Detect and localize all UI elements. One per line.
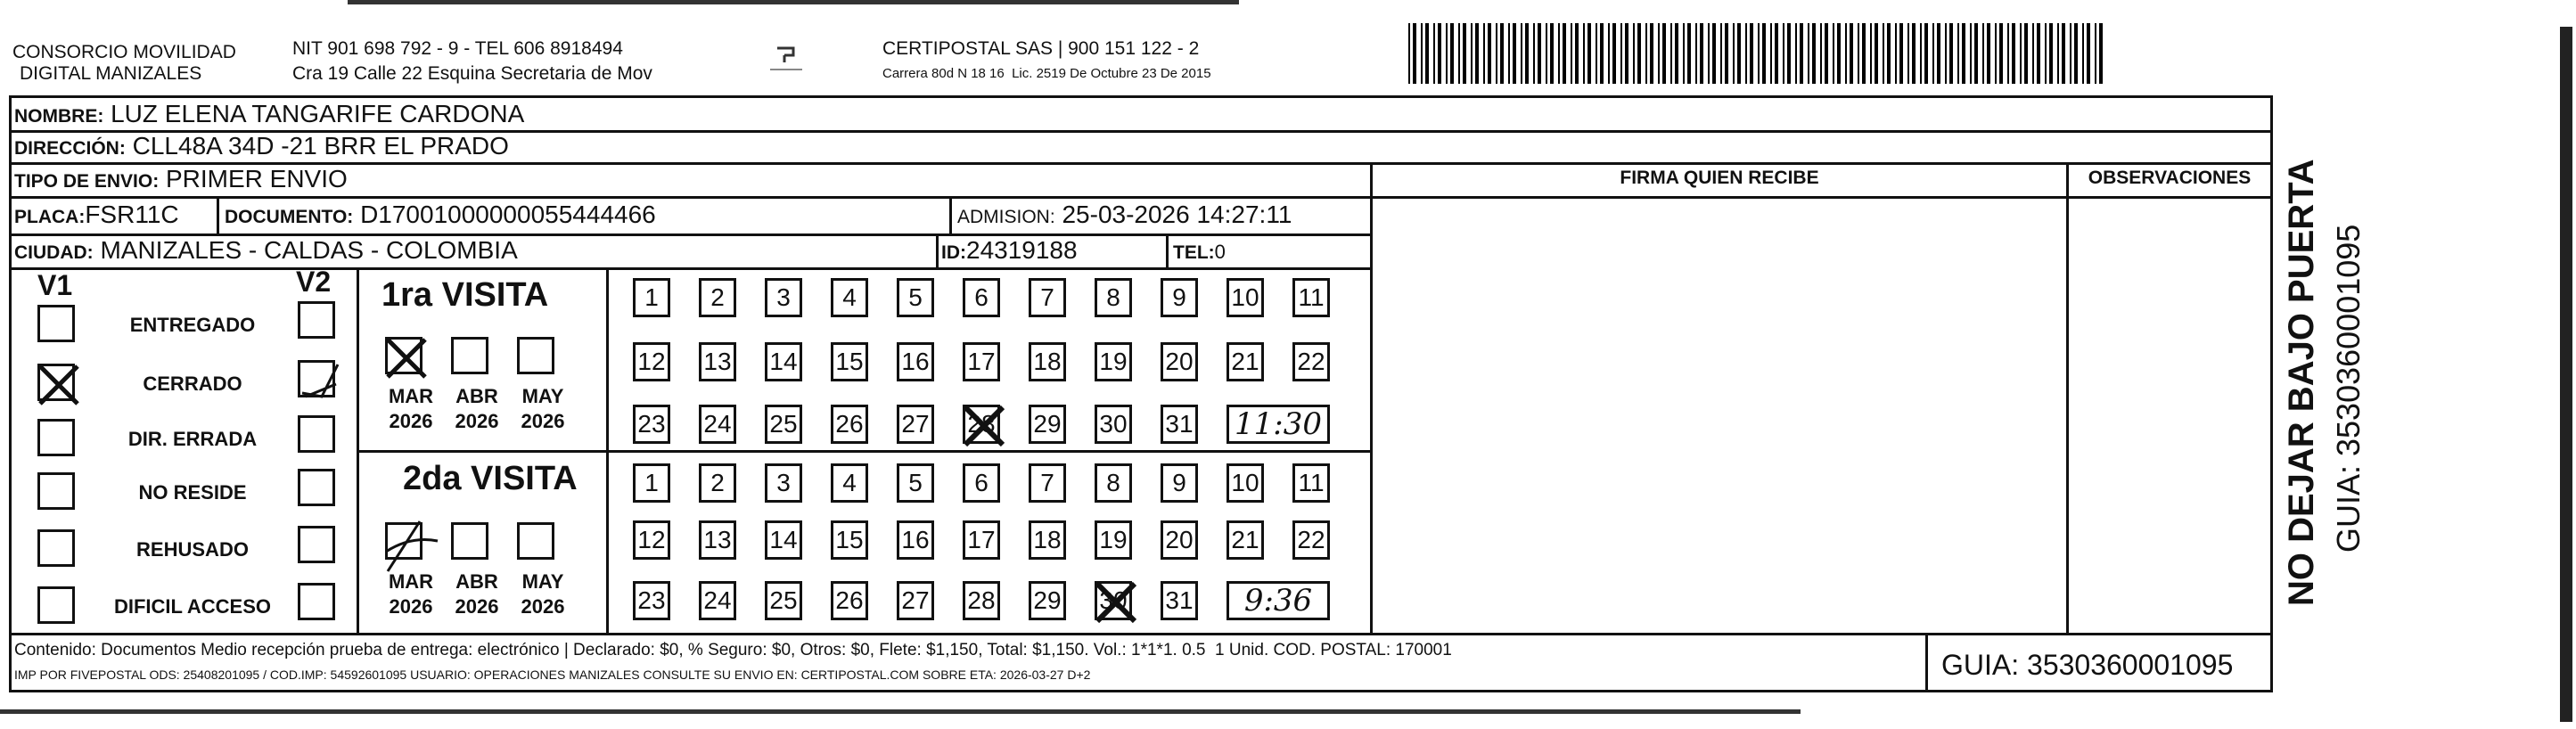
second-visit-title: 2da VISITA	[403, 460, 578, 497]
barcode-bar	[1583, 23, 1585, 84]
v2-label: V2	[296, 266, 332, 298]
barcode-bar	[1887, 23, 1891, 84]
barcode-bar	[1924, 23, 1928, 84]
check-mark-icon	[382, 334, 431, 382]
barcode-bar	[1800, 23, 1803, 84]
day-cell[interactable]: 16	[897, 342, 934, 381]
observaciones-header: OBSERVACIONES	[2088, 168, 2252, 188]
barcode-bar	[1712, 23, 1716, 84]
barcode-bar	[2074, 23, 2078, 84]
day-cell[interactable]: 4	[831, 463, 868, 503]
barcode-bar	[2062, 23, 2065, 84]
day-cell[interactable]: 16	[897, 520, 934, 560]
barcode-bar	[2020, 23, 2022, 84]
barcode-bar	[1895, 23, 1897, 84]
nombre-label: NOMBRE:	[14, 106, 104, 127]
day-cell[interactable]: 15	[831, 520, 868, 560]
day-cell[interactable]: 18	[1029, 520, 1066, 560]
column-line	[1370, 162, 1373, 635]
day-cell[interactable]: 24	[699, 581, 736, 620]
barcode-bar	[2095, 23, 2096, 84]
day-cell[interactable]: 14	[765, 520, 802, 560]
day-cell[interactable]: 31	[1161, 405, 1198, 444]
day-cell[interactable]: 4	[831, 278, 868, 317]
barcode-bar	[1563, 23, 1566, 84]
guia-footer: GUIA: 3530360001095	[1941, 649, 2234, 681]
tel-label: TEL:	[1173, 242, 1215, 263]
v1-checkbox[interactable]	[37, 419, 75, 456]
barcode-bar	[1533, 23, 1535, 84]
barcode-bar	[1521, 23, 1522, 84]
check-mark-icon	[35, 361, 83, 409]
barcode-bar	[1496, 23, 1497, 84]
barcode-bar	[2087, 23, 2090, 84]
id-value: 24319188	[966, 236, 1078, 264]
v2-checkbox[interactable]	[298, 469, 335, 506]
barcode-bar	[1675, 23, 1678, 84]
v2-checkbox[interactable]	[298, 526, 335, 563]
ciudad-value: MANIZALES - CALDAS - COLOMBIA	[100, 236, 518, 264]
tipo-envio-value: PRIMER ENVIO	[165, 165, 348, 192]
placa-value: FSR11C	[85, 201, 179, 228]
barcode-bar	[1471, 23, 1473, 84]
day-cell[interactable]: 3	[765, 278, 802, 317]
barcode-bar	[1438, 23, 1441, 84]
day-cell[interactable]: 20	[1161, 342, 1198, 381]
barcode-bar	[2024, 23, 2028, 84]
column-header-line	[1370, 196, 2273, 199]
barcode-bar	[2082, 23, 2084, 84]
day-cell[interactable]: 20	[1161, 520, 1198, 560]
v2-checkbox[interactable]	[298, 301, 335, 339]
guia-vertical: GUIA: 3530360001095	[2330, 224, 2367, 553]
v1-checkbox[interactable]	[37, 586, 75, 624]
day-cell[interactable]: 9	[1161, 278, 1198, 317]
direccion-value: CLL48A 34D -21 BRR EL PRADO	[132, 132, 509, 160]
column-line	[949, 196, 952, 233]
barcode-bar	[1907, 23, 1909, 84]
day-cell[interactable]: 21	[1226, 520, 1264, 560]
barcode-bar	[1670, 23, 1672, 84]
admision-value: 25-03-2026 14:27:11	[1062, 201, 1292, 228]
company-name-line1: CONSORCIO MOVILIDAD	[12, 42, 236, 62]
no-dejar-bajo-puerta: NO DEJAR BAJO PUERTA	[2282, 159, 2321, 606]
day-cell[interactable]: 17	[963, 342, 1000, 381]
barcode-bar	[1596, 23, 1597, 84]
nombre-field	[14, 98, 524, 133]
day-cell[interactable]: 30	[1095, 581, 1132, 620]
barcode-bar	[1932, 23, 1934, 84]
barcode-bar	[1650, 23, 1653, 84]
day-cell[interactable]: 17	[963, 520, 1000, 560]
time-box[interactable]: 9:36	[1226, 581, 1330, 620]
barcode-bar	[1833, 23, 1834, 84]
status-option-label: DIR. ERRADA	[127, 428, 258, 450]
barcode-bar	[1587, 23, 1591, 84]
v2-checkbox[interactable]	[298, 583, 335, 620]
barcode-bar	[1637, 23, 1641, 84]
barcode-bar	[1837, 23, 1841, 84]
barcode-bar	[1795, 23, 1797, 84]
barcode-bar	[1970, 23, 1972, 84]
documento-label: DOCUMENTO:	[225, 207, 354, 227]
barcode-bar	[1550, 23, 1554, 84]
day-cell[interactable]: 21	[1226, 342, 1264, 381]
barcode-bar	[1770, 23, 1772, 84]
month-label: MAY	[521, 385, 564, 407]
day-cell[interactable]: 11	[1292, 278, 1330, 317]
v2-checkbox[interactable]	[298, 415, 335, 453]
day-cell[interactable]: 12	[633, 342, 670, 381]
status-option-label: NO RESIDE	[138, 481, 247, 504]
day-cell[interactable]: 12	[633, 520, 670, 560]
month-label: MAY	[521, 570, 564, 593]
barcode-bar	[1762, 23, 1766, 84]
barcode-bar	[1850, 23, 1853, 84]
barcode-bar	[1949, 23, 1953, 84]
barcode-bar	[2045, 23, 2047, 84]
column-line	[2066, 162, 2069, 635]
day-cell[interactable]: 25	[765, 581, 802, 620]
placa-label: PLACA:	[14, 207, 86, 227]
barcode-bar	[1433, 23, 1435, 84]
scan-right-edge	[2560, 27, 2572, 722]
day-cell[interactable]: 8	[1095, 278, 1132, 317]
day-cell[interactable]: 6	[963, 278, 1000, 317]
day-cell[interactable]: 26	[831, 581, 868, 620]
day-cell[interactable]: 3	[765, 463, 802, 503]
day-cell[interactable]: 13	[699, 342, 736, 381]
barcode-bar	[2037, 23, 2040, 84]
direccion-field	[14, 130, 509, 165]
day-cell[interactable]: 18	[1029, 342, 1066, 381]
check-mark-icon	[297, 357, 345, 405]
day-cell[interactable]: 28	[963, 581, 1000, 620]
day-cell[interactable]: 9	[1161, 463, 1198, 503]
id-field	[941, 234, 1078, 269]
documento-value: D17001000000055444466	[360, 201, 656, 228]
month-label: MAR	[388, 570, 434, 593]
day-cell[interactable]: 15	[831, 342, 868, 381]
barcode-bar	[2032, 23, 2034, 84]
barcode-bar	[1758, 23, 1760, 84]
barcode-bar	[1608, 23, 1610, 84]
barcode-bar	[1745, 23, 1747, 84]
day-cell[interactable]: 1	[633, 463, 670, 503]
barcode	[1408, 23, 2104, 84]
v2-checkbox[interactable]	[298, 360, 335, 397]
day-cell[interactable]: 14	[765, 342, 802, 381]
tipo-envio-field	[14, 163, 348, 198]
barcode-bar	[1862, 23, 1866, 84]
time-box[interactable]: 11:30	[1226, 405, 1330, 444]
barcode-bar	[1883, 23, 1884, 84]
barcode-bar	[1820, 23, 1822, 84]
scan-top-line	[348, 0, 1239, 4]
day-cell[interactable]: 22	[1292, 520, 1330, 560]
day-cell[interactable]: 26	[831, 405, 868, 444]
day-cell[interactable]: 31	[1161, 581, 1198, 620]
barcode-bar	[1945, 23, 1947, 84]
column-line	[1925, 633, 1928, 692]
barcode-bar	[1600, 23, 1604, 84]
day-cell[interactable]: 19	[1095, 342, 1132, 381]
barcode-bar	[1612, 23, 1616, 84]
barcode-bar	[1708, 23, 1710, 84]
month-checkbox[interactable]	[451, 337, 488, 374]
barcode-bar	[1488, 23, 1491, 84]
first-visit-title: 1ra VISITA	[381, 276, 549, 314]
barcode-bar	[1737, 23, 1741, 84]
barcode-bar	[1687, 23, 1691, 84]
v1-label: V1	[37, 269, 73, 301]
barcode-bar	[1575, 23, 1579, 84]
barcode-bar	[1870, 23, 1872, 84]
day-cell[interactable]: 24	[699, 405, 736, 444]
nombre-value: LUZ ELENA TANGARIFE CARDONA	[111, 100, 525, 127]
barcode-bar	[1421, 23, 1423, 84]
v1-checkbox[interactable]	[37, 529, 75, 567]
barcode-bar	[1513, 23, 1516, 84]
barcode-bar	[1750, 23, 1753, 84]
row-line	[9, 633, 2273, 635]
barcode-bar	[2070, 23, 2071, 84]
barcode-bar	[1450, 23, 1454, 84]
barcode-bar	[1982, 23, 1984, 84]
day-cell[interactable]: 10	[1226, 278, 1264, 317]
day-cell[interactable]: 8	[1095, 463, 1132, 503]
barcode-bar	[1483, 23, 1485, 84]
status-option-label: DIFICIL ACCESO	[113, 595, 271, 618]
imp-text: IMP POR FIVEPOSTAL ODS: 25408201095 / COD.IMP: 54592601095 USUARIO: OPERACIONES MANIZALES CONSULTE SU ENVIO EN: CERTIPOSTAL.COM SOBRE ETA: 2026-03-27 D+2	[14, 668, 1091, 682]
day-cell[interactable]: 2	[699, 278, 736, 317]
v1-checkbox[interactable]	[37, 472, 75, 510]
barcode-bar	[1725, 23, 1728, 84]
day-cell[interactable]: 2	[699, 463, 736, 503]
day-cell[interactable]: 5	[897, 463, 934, 503]
day-cell[interactable]: 1	[633, 278, 670, 317]
barcode-bar	[1683, 23, 1685, 84]
ciudad-label: CIUDAD:	[14, 242, 94, 263]
day-cell[interactable]: 27	[897, 581, 934, 620]
status-option-label: CERRADO	[143, 373, 242, 395]
day-cell[interactable]: 10	[1226, 463, 1264, 503]
month-label: ABR	[455, 570, 498, 593]
barcode-bar	[1787, 23, 1791, 84]
barcode-bar	[1783, 23, 1784, 84]
barcode-bar	[1962, 23, 1965, 84]
column-line	[606, 267, 609, 633]
day-cell[interactable]: 23	[633, 581, 670, 620]
scan-bottom-line	[0, 709, 1801, 714]
barcode-bar	[1995, 23, 1997, 84]
barcode-bar	[1775, 23, 1778, 84]
barcode-bar	[1425, 23, 1429, 84]
barcode-bar	[1733, 23, 1735, 84]
barcode-bar	[1625, 23, 1628, 84]
barcode-bar	[1720, 23, 1722, 84]
barcode-bar	[1974, 23, 1978, 84]
barcode-bar	[1538, 23, 1541, 84]
day-cell[interactable]: 19	[1095, 520, 1132, 560]
day-cell[interactable]: 11	[1292, 463, 1330, 503]
year-label: 2026	[455, 595, 499, 618]
barcode-bar	[1875, 23, 1878, 84]
barcode-bar	[1812, 23, 1816, 84]
barcode-bar	[1808, 23, 1809, 84]
day-cell[interactable]: 7	[1029, 463, 1066, 503]
status-option-label: ENTREGADO	[129, 314, 256, 336]
barcode-bar	[1937, 23, 1940, 84]
day-cell[interactable]: 29	[1029, 405, 1066, 444]
year-label: 2026	[389, 410, 433, 432]
day-cell[interactable]: 30	[1095, 405, 1132, 444]
column-line	[217, 196, 219, 233]
barcode-bar	[1700, 23, 1703, 84]
contenido-text: Contenido: Documentos Medio recepción prueba de entrega: electrónico | Declarado: $0, % Seguro: $0, Otros: $0, Flete: $1,150, Total: $1,150. Vol.: 1*1*1. 0.5 1 Unid. COD. POSTAL: 170001	[14, 641, 1452, 659]
tel-field	[1173, 234, 1226, 269]
barcode-bar	[1458, 23, 1460, 84]
year-label: 2026	[521, 410, 565, 432]
barcode-bar	[1413, 23, 1416, 84]
month-checkbox[interactable]	[385, 337, 422, 374]
direccion-label: DIRECCIÓN:	[14, 138, 126, 159]
v1-checkbox[interactable]	[37, 364, 75, 401]
ciudad-field	[14, 234, 518, 269]
documento-field	[225, 199, 656, 233]
v1-checkbox[interactable]	[37, 305, 75, 342]
barcode-bar	[1912, 23, 1916, 84]
certipostal-name: CERTIPOSTAL SAS | 900 151 122 - 2	[882, 38, 1200, 59]
company-address: Cra 19 Calle 22 Esquina Secretaria de Mov	[292, 63, 652, 84]
barcode-bar	[1475, 23, 1479, 84]
barcode-bar	[2099, 23, 2103, 84]
barcode-bar	[1957, 23, 1959, 84]
day-cell[interactable]: 23	[633, 405, 670, 444]
day-cell[interactable]: 6	[963, 463, 1000, 503]
barcode-bar	[1446, 23, 1448, 84]
barcode-bar	[1633, 23, 1635, 84]
month-checkbox[interactable]	[451, 522, 488, 560]
barcode-bar	[2007, 23, 2009, 84]
month-checkbox[interactable]	[385, 522, 422, 560]
barcode-bar	[1662, 23, 1666, 84]
year-label: 2026	[389, 595, 433, 618]
month-checkbox[interactable]	[517, 522, 554, 560]
status-option-label: REHUSADO	[136, 538, 249, 561]
day-cell[interactable]: 5	[897, 278, 934, 317]
tipo-envio-label: TIPO DE ENVIO:	[14, 171, 160, 192]
barcode-bar	[1999, 23, 2003, 84]
company-name-line2: DIGITAL MANIZALES	[20, 63, 202, 84]
tel-value: 0	[1214, 241, 1226, 263]
barcode-bar	[1920, 23, 1922, 84]
barcode-bar	[2057, 23, 2059, 84]
barcode-bar	[1645, 23, 1647, 84]
day-cell[interactable]: 22	[1292, 342, 1330, 381]
check-mark-icon	[1094, 580, 1138, 625]
year-label: 2026	[455, 410, 499, 432]
month-checkbox[interactable]	[517, 337, 554, 374]
barcode-bar	[1658, 23, 1660, 84]
certipostal-address: Carrera 80d N 18 16 Lic. 2519 De Octubre 23 De 2015	[882, 66, 1211, 81]
barcode-bar	[1463, 23, 1466, 84]
year-label: 2026	[521, 595, 565, 618]
day-cell[interactable]: 28	[963, 405, 1000, 444]
day-cell[interactable]: 27	[897, 405, 934, 444]
barcode-bar	[1858, 23, 1859, 84]
certipostal-logo-icon	[768, 43, 804, 75]
barcode-bar	[1508, 23, 1510, 84]
barcode-bar	[1571, 23, 1572, 84]
column-line	[936, 233, 939, 267]
firma-header: FIRMA QUIEN RECIBE	[1620, 168, 1819, 188]
day-cell[interactable]: 25	[765, 405, 802, 444]
barcode-bar	[1987, 23, 1990, 84]
day-cell[interactable]: 29	[1029, 581, 1066, 620]
visit-divider	[357, 450, 1373, 453]
barcode-bar	[1845, 23, 1847, 84]
admision-field	[957, 199, 1292, 233]
company-nit: NIT 901 698 792 - 9 - TEL 606 8918494	[292, 38, 623, 59]
barcode-bar	[1825, 23, 1828, 84]
id-label: ID:	[941, 242, 966, 263]
placa-field	[14, 199, 179, 233]
month-label: MAR	[388, 385, 434, 407]
barcode-bar	[2049, 23, 2053, 84]
column-line	[1166, 233, 1169, 267]
barcode-bar	[1620, 23, 1622, 84]
check-mark-icon	[962, 404, 1006, 448]
barcode-bar	[1408, 23, 1410, 84]
barcode-bar	[1899, 23, 1903, 84]
barcode-bar	[1558, 23, 1560, 84]
admision-label: ADMISION:	[957, 207, 1055, 227]
barcode-bar	[1500, 23, 1504, 84]
barcode-bar	[1695, 23, 1697, 84]
day-cell[interactable]: 7	[1029, 278, 1066, 317]
day-cell[interactable]: 13	[699, 520, 736, 560]
barcode-bar	[1525, 23, 1529, 84]
barcode-bar	[2012, 23, 2015, 84]
barcode-bar	[1546, 23, 1547, 84]
month-label: ABR	[455, 385, 498, 407]
